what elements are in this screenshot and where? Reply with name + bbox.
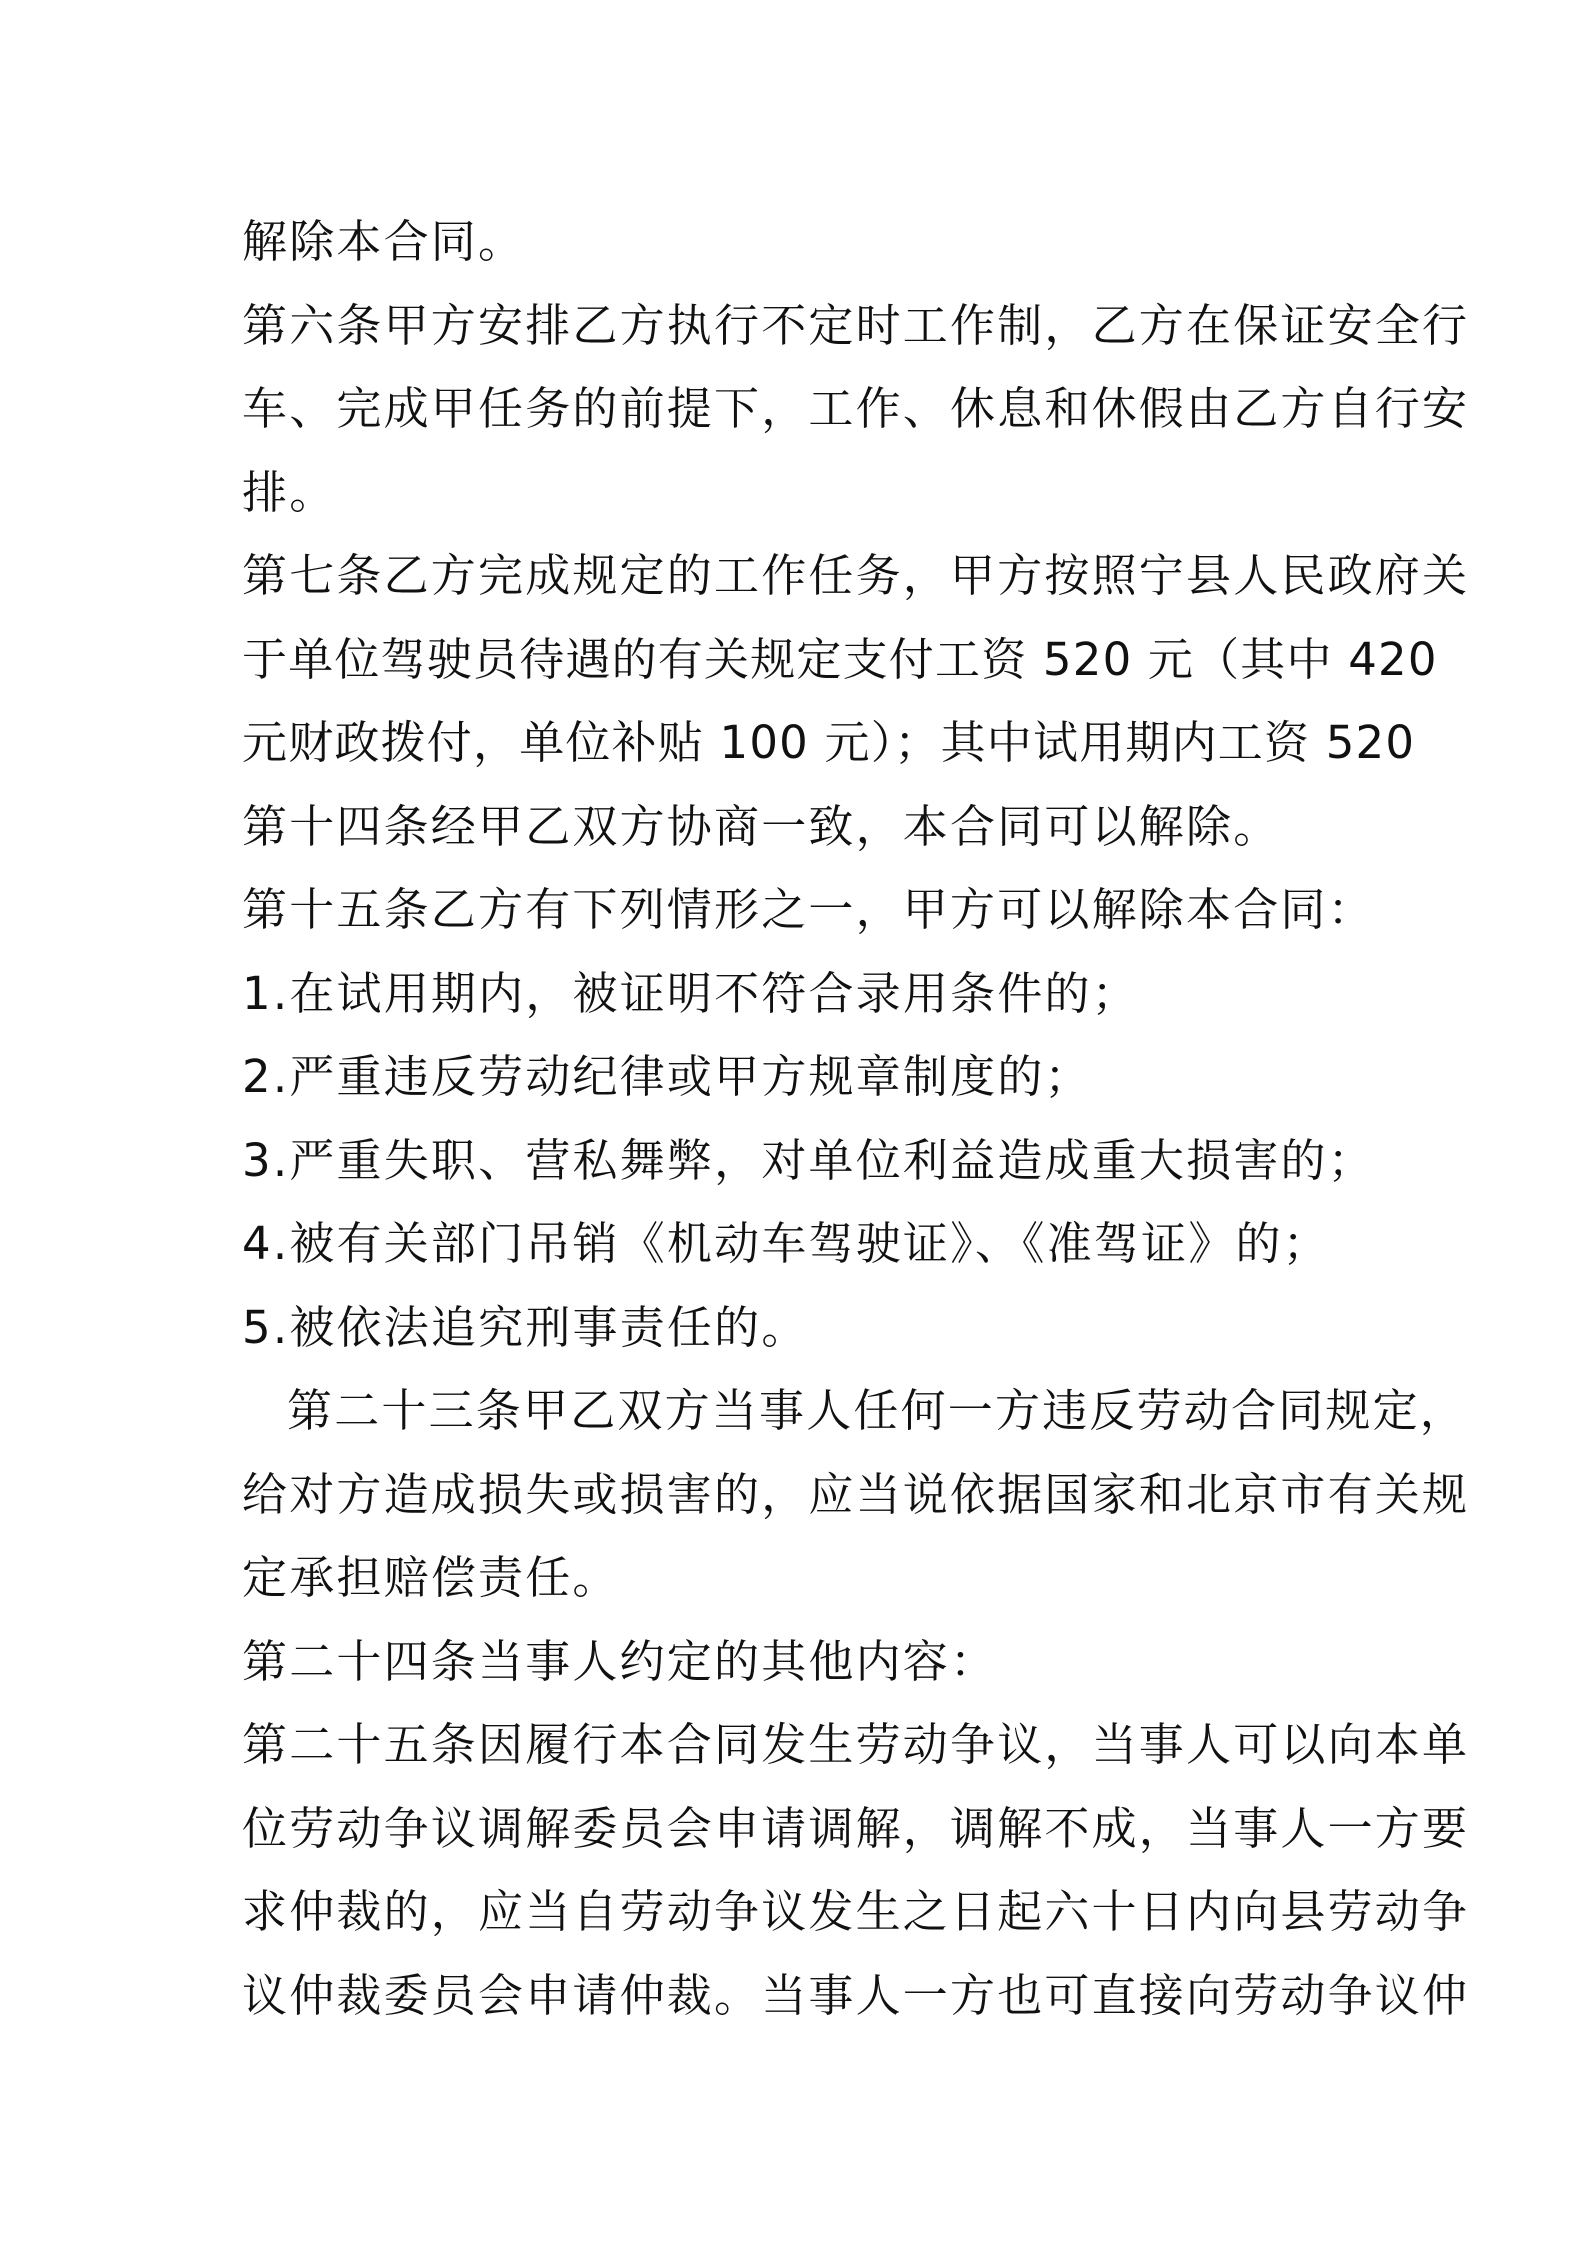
text-line: 议仲裁委员会申请仲裁。当事人一方也可直接向劳动争议仲 [242,1968,1470,2022]
list-item: 3.严重失职、营私舞弊，对单位利益造成重大损害的； [242,1133,1375,1187]
text-line: 位劳动争议调解委员会申请调解，调解不成，当事人一方要 [242,1801,1470,1855]
text-line: 于单位驾驶员待遇的有关规定支付工资 520 元（其中 420 [242,632,1438,686]
list-item: 2.严重违反劳动纪律或甲方规章制度的； [242,1050,1092,1103]
document-body [242,200,1470,2037]
text-line: 第二十四条当事人约定的其他内容： [242,1634,998,1688]
text-line: 第十四条经甲乙双方协商一致，本合同可以解除。 [242,799,1281,853]
text-line: 定承担赔偿责任。 [242,1551,620,1604]
list-item: 5.被依法追究刑事责任的。 [242,1300,809,1354]
text-line: 第十五条乙方有下列情形之一，甲方可以解除本合同： [242,883,1375,936]
text-line: 第七条乙方完成规定的工作任务，甲方按照宁县人民政府关 [242,549,1470,602]
text-line: 求仲裁的，应当自劳动争议发生之日起六十日内向县劳动争 [242,1885,1470,1938]
text-line: 第六条甲方安排乙方执行不定时工作制，乙方在保证安全行 [242,298,1470,352]
text-line: 给对方造成损失或损害的，应当说依据国家和北京市有关规 [242,1467,1470,1521]
text-line: 解除本合同。 [242,215,526,268]
list-item: 4.被有关部门吊销《机动车驾驶证》、《准驾证》的； [242,1217,1330,1270]
text-line: 元财政拨付，单位补贴 100 元）；其中试用期内工资 520 [242,716,1416,769]
text-line: 车、完成甲任务的前提下，工作、休息和休假由乙方自行安 [242,382,1470,435]
text-line: 第二十五条因履行本合同发生劳动争议，当事人可以向本单 [242,1718,1470,1771]
text-line: 排。 [242,465,337,519]
text-line: 第二十三条甲乙双方当事人任何一方违反劳动合同规定， [287,1384,1468,1437]
list-item: 1.在试用期内，被证明不符合录用条件的； [242,966,1139,1020]
